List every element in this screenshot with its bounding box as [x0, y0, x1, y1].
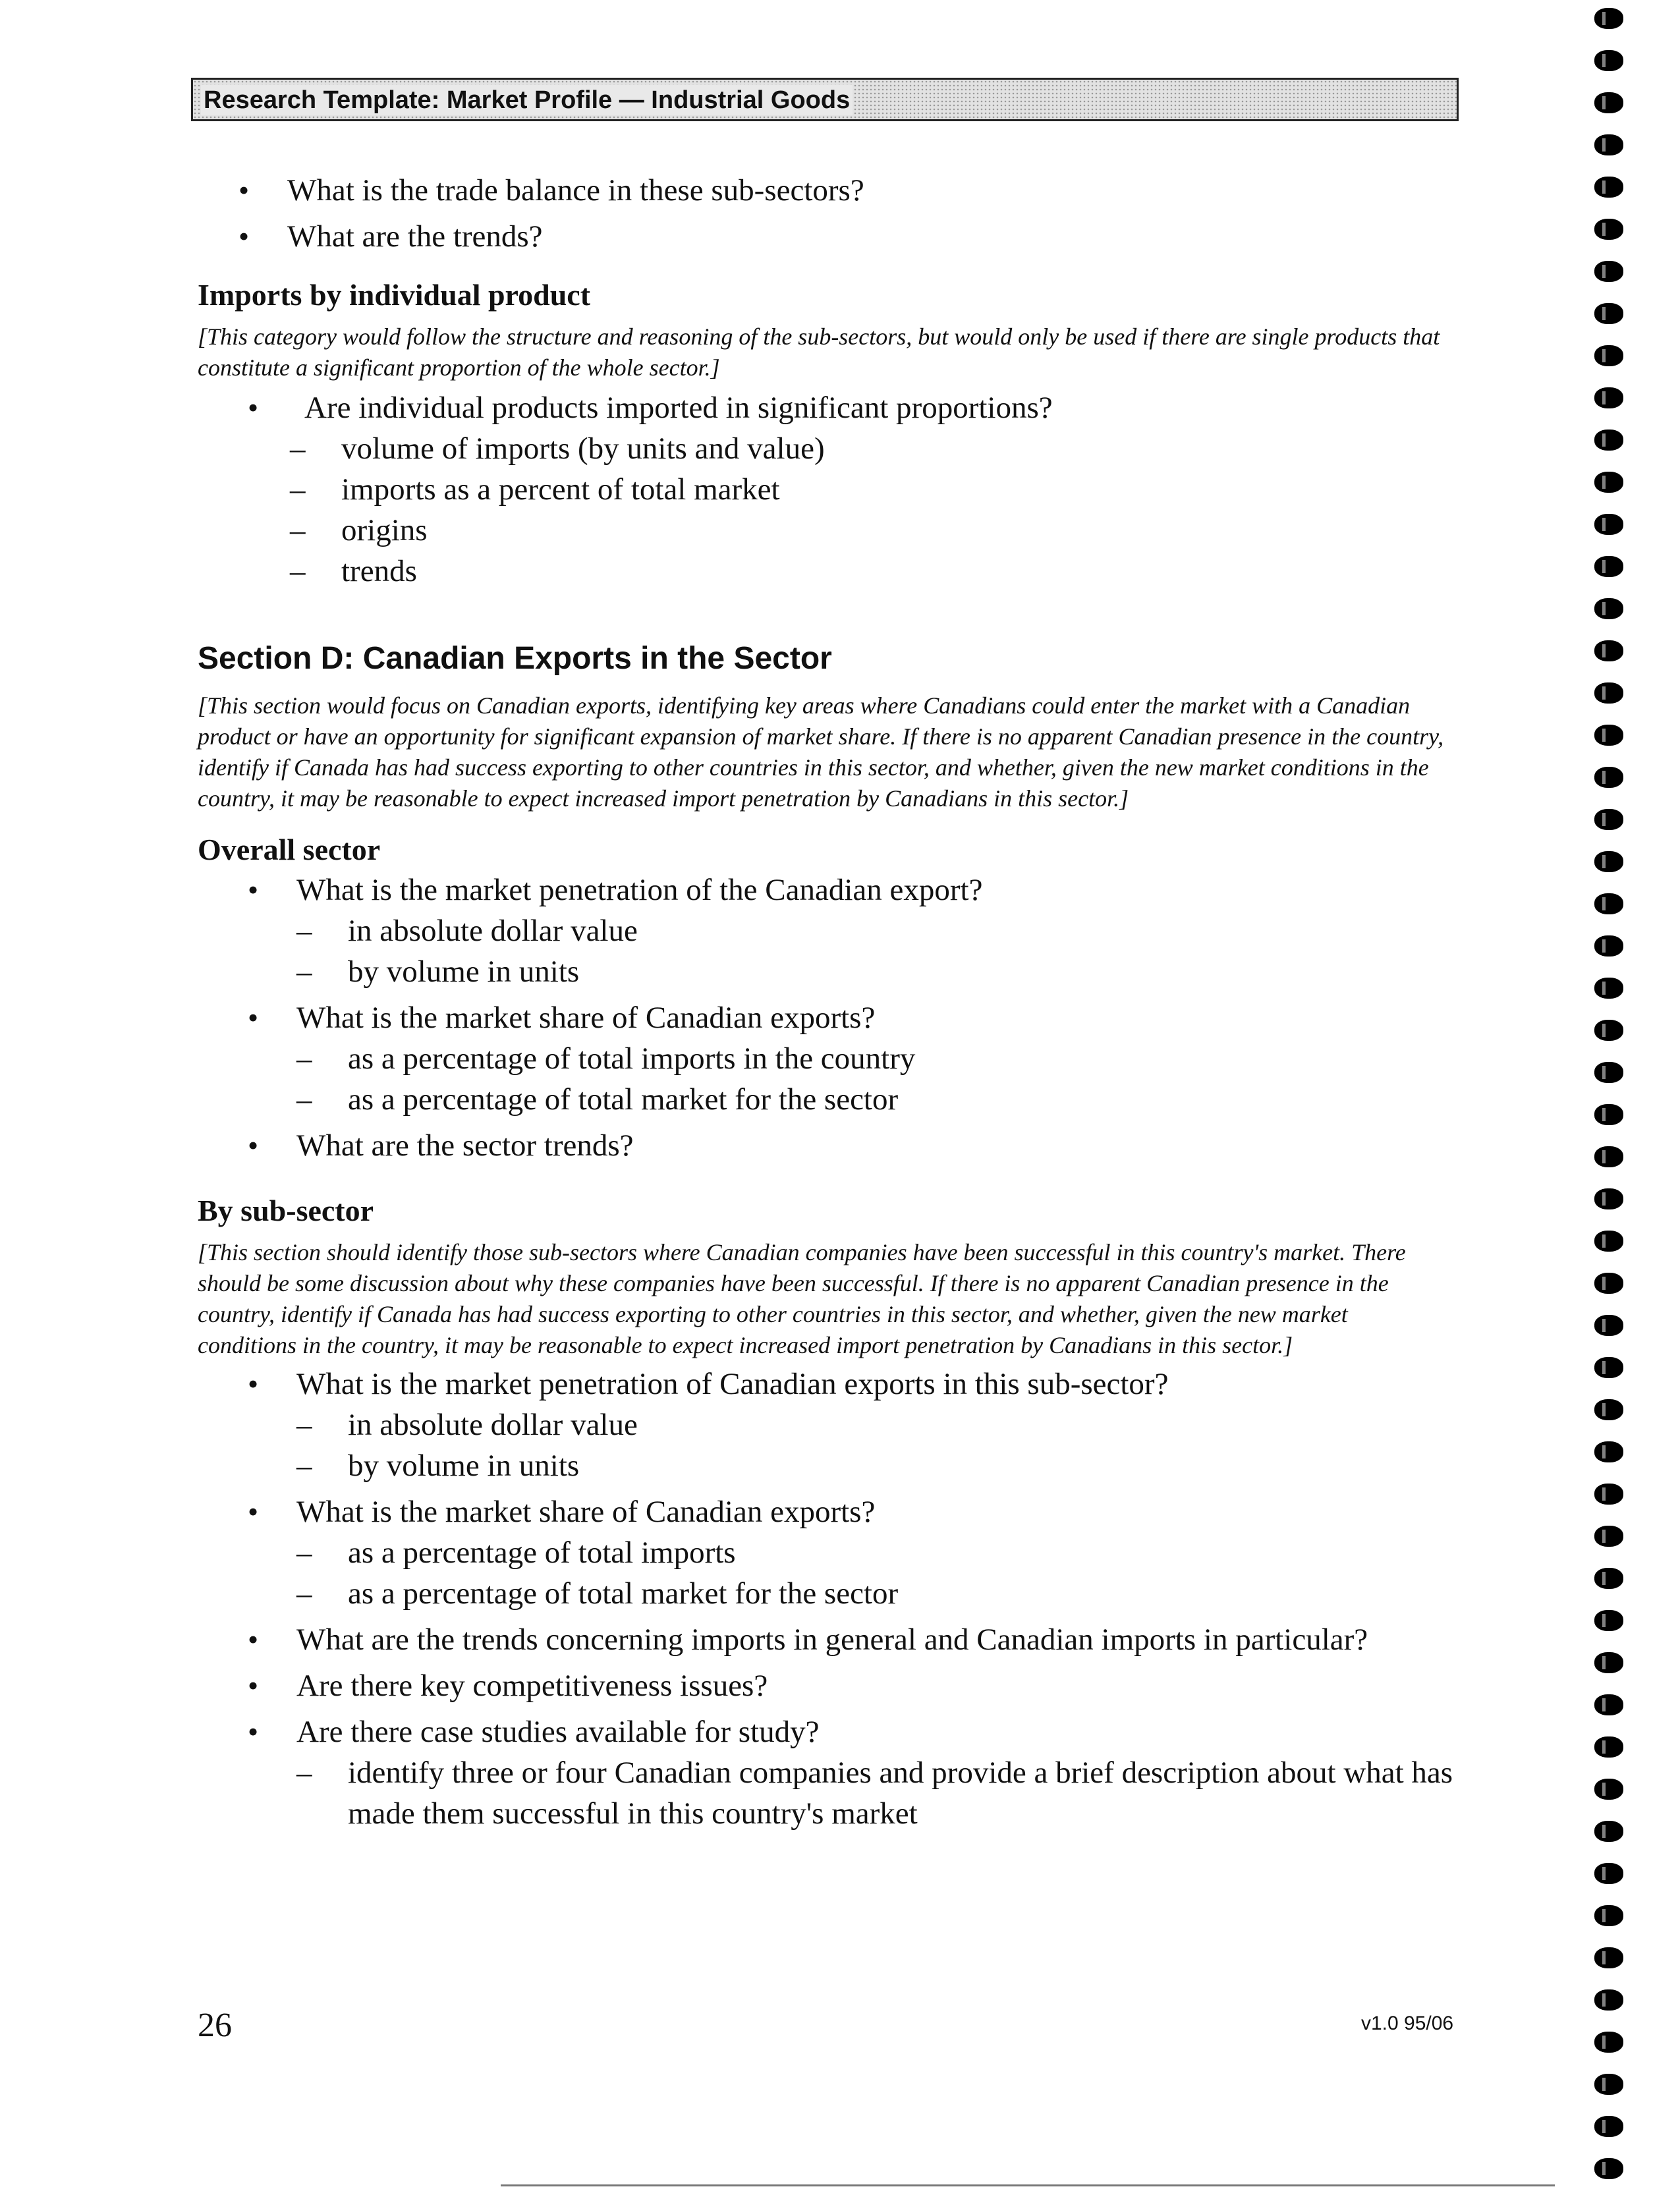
binder-hole [1594, 2074, 1623, 2095]
dash-list [290, 428, 1476, 592]
dash-list [296, 1038, 1476, 1120]
bottom-rule [501, 2184, 1555, 2186]
overall-sector-list [198, 870, 1476, 1166]
binder-hole [1594, 1441, 1623, 1462]
binder-hole [1594, 387, 1623, 408]
binder-hole [1594, 2032, 1623, 2053]
sub-list-item: – by volume in units [296, 951, 1476, 992]
bullet-text: What is the market share of Canadian exports? [296, 1001, 876, 1035]
bullet-text: What are the trends concerning imports in general and Canadian imports in particular? [296, 1623, 1368, 1657]
binder-hole [1594, 1905, 1623, 1926]
binder-hole [1594, 851, 1623, 872]
binder-hole [1594, 725, 1623, 746]
by-subsector-heading: By sub-sector [198, 1194, 374, 1227]
binder-hole [1594, 50, 1623, 71]
bullet-text: Are there case studies available for study? [296, 1715, 820, 1749]
sub-list-item: – as a percentage of total market for the sector [296, 1079, 1476, 1120]
binder-hole [1594, 1231, 1623, 1252]
sub-list-item: – in absolute dollar value [296, 910, 1476, 951]
sub-list-item: – identify three or four Canadian companies and provide a brief description about what has made them successful in this country's market [296, 1752, 1501, 1834]
imports-by-product-list [198, 387, 1476, 592]
sub-list-item: – trends [290, 551, 1476, 592]
binder-hole [1594, 1399, 1623, 1420]
dash-list [296, 1532, 1476, 1614]
list-item [198, 997, 1476, 1120]
page-content [198, 170, 1476, 1834]
sub-list-item: – as a percentage of total imports in the country [296, 1038, 1476, 1079]
binder-hole [1594, 1989, 1623, 2011]
binder-hole [1594, 640, 1623, 661]
sub-list-item: – by volume in units [296, 1445, 1476, 1486]
list-item: • What is the trade balance in these sub-sectors? [188, 170, 1476, 211]
list-item [198, 1619, 1476, 1660]
bullet-text: What is the market penetration of Canadian exports in this sub-sector? [296, 1367, 1169, 1401]
overall-sector-heading: Overall sector [198, 833, 381, 866]
binder-hole [1594, 935, 1623, 957]
bullet-text: What is the market penetration of the Canadian export? [296, 873, 983, 907]
section-d-heading: Section D: Canadian Exports in the Sector [198, 641, 832, 676]
binder-hole [1594, 1652, 1623, 1673]
binder-hole [1594, 2116, 1623, 2137]
binder-hole [1594, 1947, 1623, 1968]
list-item [198, 1364, 1476, 1486]
dash-list [296, 910, 1476, 992]
binder-hole [1594, 556, 1623, 577]
binder-hole [1594, 809, 1623, 830]
sub-list-item: – as a percentage of total imports [296, 1532, 1476, 1573]
bullet-text: Are there key competitiveness issues? [296, 1669, 768, 1703]
binder-hole [1594, 1736, 1623, 1758]
binder-hole [1594, 1863, 1623, 1884]
sub-list-item: – volume of imports (by units and value) [290, 428, 1476, 469]
binder-hole [1594, 2158, 1623, 2179]
section-d-note: [This section would focus on Canadian exports, identifying key areas where Canadians could enter the market with a Canadian product or have an opportunity for significant expansion of market share. If there is no apparent Canadian presence in the country, identify if Canada has had success exporting to other countries in this sector, and whether, given the new market conditions in the country, it may be reasonable to expect increased import penetration by Canadians in this sector.] [198, 692, 1444, 812]
binder-hole [1594, 1104, 1623, 1125]
binder-hole [1594, 1020, 1623, 1041]
sub-list-item: – imports as a percent of total market [290, 469, 1476, 510]
list-item [198, 1125, 1476, 1166]
dash-list [296, 1752, 1476, 1834]
binder-hole [1594, 219, 1623, 240]
binder-hole [1594, 1821, 1623, 1842]
binder-hole [1594, 8, 1623, 29]
list-item: • What are the trends? [188, 216, 1476, 257]
bullet-text: Are individual products imported in significant proportions? [304, 391, 1053, 425]
header-bar [191, 78, 1459, 121]
binder-hole [1594, 261, 1623, 282]
list-item [198, 1491, 1476, 1614]
sub-list-item: – origins [290, 510, 1476, 551]
binder-hole [1594, 767, 1623, 788]
binder-hole [1594, 1062, 1623, 1083]
dash-list [296, 1404, 1476, 1486]
binder-hole [1594, 1694, 1623, 1715]
version-label: v1.0 95/06 [1361, 2013, 1454, 2034]
binder-hole [1594, 1315, 1623, 1336]
list-item [198, 870, 1476, 992]
binder-hole [1594, 1526, 1623, 1547]
by-subsector-note: [This section should identify those sub-sectors where Canadian companies have been successful in this country's market. There should be some discussion about why these companies have been successful. If there is no apparent Canadian presence in the country, identify if Canada has had success exporting to other countries in this sector, and whether, given the new market conditions in the country, it may be reasonable to expect increased import penetration by Canadians in this sector.] [198, 1239, 1406, 1358]
binder-hole [1594, 177, 1623, 198]
binder-hole [1594, 1779, 1623, 1800]
binder-hole [1594, 1146, 1623, 1167]
page-number: 26 [198, 2007, 232, 2044]
binder-hole [1594, 682, 1623, 704]
binder-hole [1594, 134, 1623, 155]
sub-list-item: – in absolute dollar value [296, 1404, 1476, 1445]
list-item [198, 387, 1476, 592]
binder-hole [1594, 345, 1623, 366]
by-subsector-list [198, 1364, 1476, 1834]
binder-hole [1594, 1273, 1623, 1294]
list-item [198, 1711, 1476, 1834]
binder-hole [1594, 303, 1623, 324]
binder-hole [1594, 1568, 1623, 1589]
header-title: Research Template: Market Profile — Industrial Goods [201, 85, 853, 115]
binder-hole [1594, 92, 1623, 113]
binder-hole [1594, 514, 1623, 535]
imports-by-product-heading: Imports by individual product [198, 278, 591, 312]
binder-hole [1594, 598, 1623, 619]
sub-list-item: – as a percentage of total market for the sector [296, 1573, 1476, 1614]
binder-hole [1594, 1610, 1623, 1631]
binder-hole [1594, 893, 1623, 914]
intro-bullet-list [188, 170, 1476, 257]
binder-hole [1594, 978, 1623, 999]
bullet-text: What is the market share of Canadian exports? [296, 1495, 876, 1529]
binder-hole [1594, 1188, 1623, 1209]
imports-by-product-note: [This category would follow the structure and reasoning of the sub-sectors, but would only be used if there are single products that constitute a significant proportion of the whole sector.] [198, 323, 1440, 381]
bullet-text: What are the sector trends? [296, 1128, 634, 1163]
list-item [198, 1665, 1476, 1706]
binder-hole [1594, 1357, 1623, 1378]
binder-hole [1594, 472, 1623, 493]
binder-holes [1593, 0, 1633, 2193]
binder-hole [1594, 430, 1623, 451]
binder-hole [1594, 1484, 1623, 1505]
